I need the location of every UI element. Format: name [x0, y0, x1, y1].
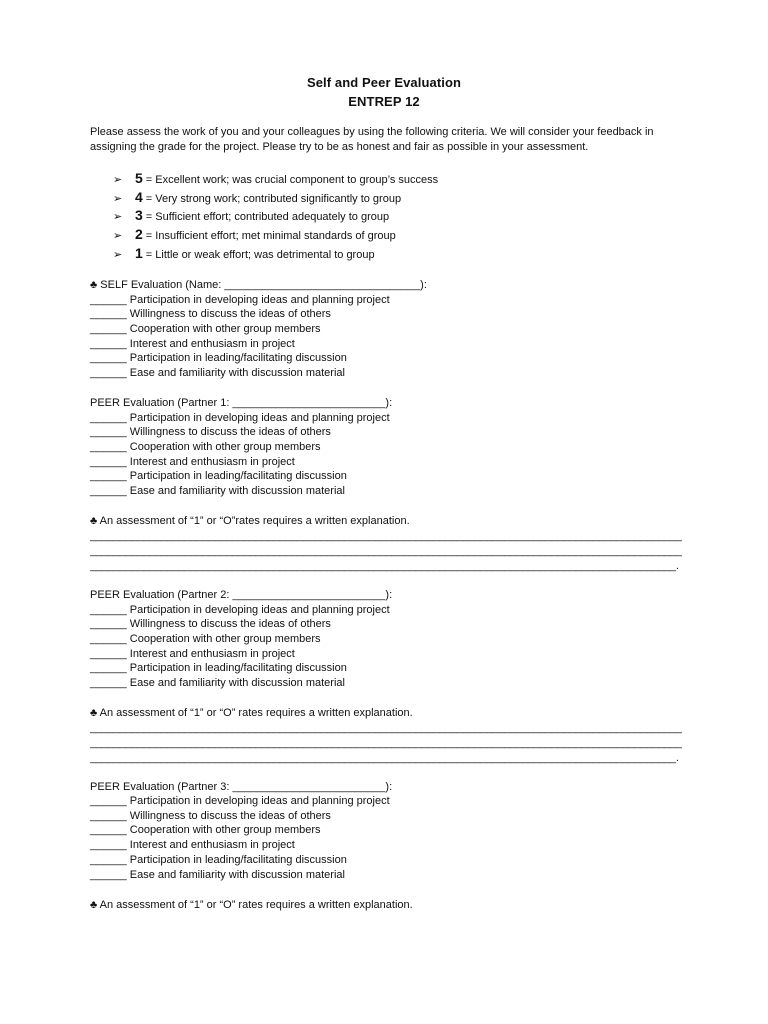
peer3-item-willingness[interactable]: ______ Willingness to discuss the ideas of others: [90, 810, 331, 822]
peer3-item-cooperation[interactable]: ______ Cooperation with other group members: [90, 824, 321, 836]
peer3-item-familiarity[interactable]: ______ Ease and familiarity with discussion material: [90, 869, 345, 881]
peer1-evaluation-heading: PEER Evaluation (Partner 1: _________________________):: [90, 397, 393, 409]
criteria-score: 1: [135, 245, 143, 261]
peer2-item-interest[interactable]: ______ Interest and enthusiasm in project: [90, 648, 295, 660]
peer3-item-leading[interactable]: ______ Participation in leading/facilitating discussion: [90, 854, 347, 866]
criteria-text: = Excellent work; was crucial component to group’s success: [145, 174, 439, 186]
peer1-item-ideas[interactable]: ______ Participation in developing ideas and planning project: [90, 412, 390, 424]
arrow-bullet-icon: ➢: [113, 249, 123, 261]
criteria-text: = Very strong work; contributed significantly to group: [145, 193, 402, 205]
form-subtitle: ENTREP 12: [348, 94, 420, 109]
peer1-item-interest[interactable]: ______ Interest and enthusiasm in project: [90, 456, 295, 468]
criteria-item-4: [113, 190, 401, 206]
peer3-evaluation-heading: PEER Evaluation (Partner 3: _________________________):: [90, 781, 393, 793]
peer1-item-cooperation[interactable]: ______ Cooperation with other group members: [90, 441, 321, 453]
peer1-item-willingness[interactable]: ______ Willingness to discuss the ideas of others: [90, 426, 331, 438]
criteria-item-2: [113, 227, 396, 243]
peer1-explanation-line[interactable]: ____________________________________________________________________________________________________: [90, 545, 682, 557]
peer3-explanation-note: ♣ An assessment of “1” or “O” rates requires a written explanation.: [90, 899, 413, 911]
criteria-item-3: [113, 208, 389, 224]
peer2-explanation-line[interactable]: ____________________________________________________________________________________________________: [90, 722, 682, 734]
self-item-ideas[interactable]: ______ Participation in developing ideas and planning project: [90, 294, 390, 306]
criteria-text: = Sufficient effort; contributed adequately to group: [145, 211, 390, 223]
arrow-bullet-icon: ➢: [113, 211, 123, 223]
criteria-text: = Insufficient effort; met minimal standards of group: [145, 230, 396, 242]
peer1-item-familiarity[interactable]: ______ Ease and familiarity with discussion material: [90, 485, 345, 497]
peer1-explanation-line[interactable]: ___________________________________________________________________________________________________.: [90, 560, 679, 572]
self-item-interest[interactable]: ______ Interest and enthusiasm in project: [90, 338, 295, 350]
peer1-explanation-line[interactable]: ____________________________________________________________________________________________________: [90, 530, 682, 542]
peer2-item-willingness[interactable]: ______ Willingness to discuss the ideas of others: [90, 618, 331, 630]
criteria-item-5: [113, 171, 438, 187]
form-title: Self and Peer Evaluation: [306, 75, 462, 90]
peer2-explanation-line[interactable]: ___________________________________________________________________________________________________.: [90, 752, 679, 764]
criteria-score: 4: [135, 189, 143, 205]
peer1-item-leading[interactable]: ______ Participation in leading/facilitating discussion: [90, 470, 347, 482]
self-item-leading[interactable]: ______ Participation in leading/facilitating discussion: [90, 352, 347, 364]
criteria-item-1: [113, 246, 375, 262]
arrow-bullet-icon: ➢: [113, 193, 123, 205]
peer2-item-familiarity[interactable]: ______ Ease and familiarity with discussion material: [90, 677, 345, 689]
criteria-score: 3: [135, 207, 143, 223]
peer2-item-cooperation[interactable]: ______ Cooperation with other group members: [90, 633, 321, 645]
peer2-explanation-note: ♣ An assessment of “1” or “O” rates requires a written explanation.: [90, 707, 413, 719]
peer2-item-ideas[interactable]: ______ Participation in developing ideas and planning project: [90, 604, 390, 616]
peer2-evaluation-heading: PEER Evaluation (Partner 2: _________________________):: [90, 589, 393, 601]
peer3-item-ideas[interactable]: ______ Participation in developing ideas and planning project: [90, 795, 390, 807]
self-evaluation-heading: ♣ SELF Evaluation (Name: ________________________________):: [90, 279, 427, 291]
criteria-score: 2: [135, 226, 143, 242]
arrow-bullet-icon: ➢: [113, 174, 123, 186]
criteria-score: 5: [135, 170, 143, 186]
peer1-explanation-note: ♣ An assessment of “1” or “O”rates requires a written explanation.: [90, 515, 410, 527]
intro-paragraph: Please assess the work of you and your colleagues by using the following criteria. We will consider your feedback in assigning the grade for the project. Please try to be as honest and fair as possible in your assessment.: [90, 126, 654, 153]
arrow-bullet-icon: ➢: [113, 230, 123, 242]
self-item-willingness[interactable]: ______ Willingness to discuss the ideas of others: [90, 308, 331, 320]
peer2-explanation-line[interactable]: ____________________________________________________________________________________________________: [90, 737, 682, 749]
self-item-cooperation[interactable]: ______ Cooperation with other group members: [90, 323, 321, 335]
criteria-text: = Little or weak effort; was detrimental to group: [145, 249, 375, 261]
peer3-item-interest[interactable]: ______ Interest and enthusiasm in project: [90, 839, 295, 851]
self-item-familiarity[interactable]: ______ Ease and familiarity with discussion material: [90, 367, 345, 379]
peer2-item-leading[interactable]: ______ Participation in leading/facilitating discussion: [90, 662, 347, 674]
